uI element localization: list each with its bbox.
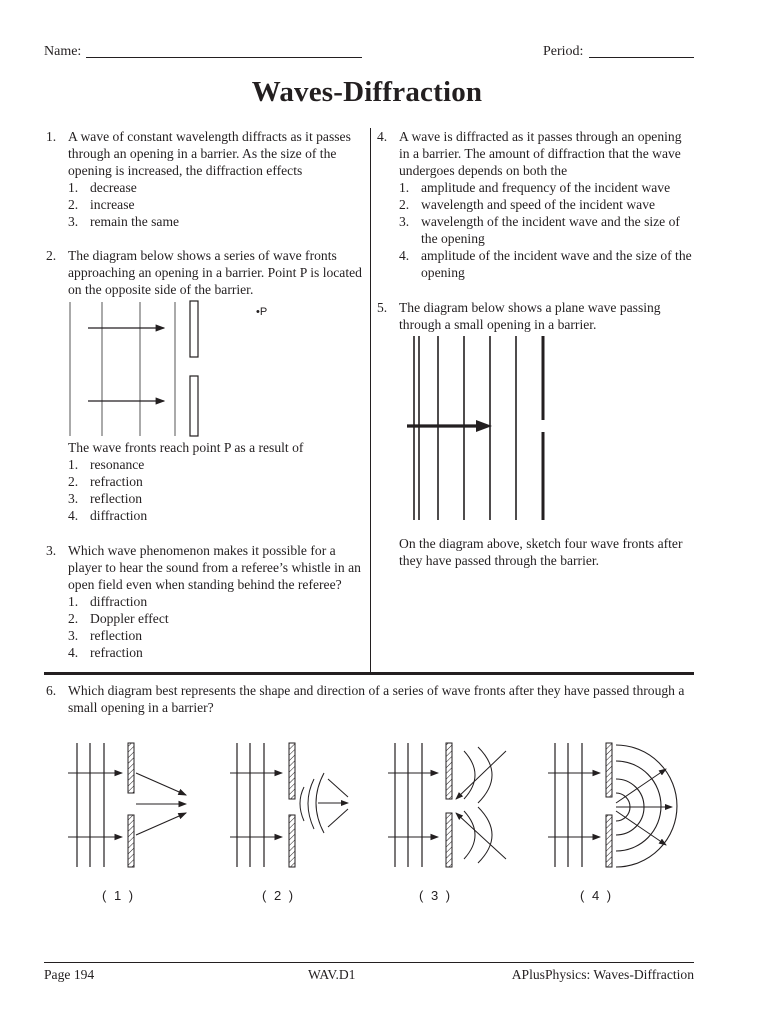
answer-options [68,456,364,524]
question-5-followup [399,535,694,569]
answer-option[interactable]: 4. refraction [68,645,143,660]
footer-code: WAV.D1 [308,967,356,982]
name-field[interactable] [86,57,362,58]
option-label-2[interactable]: ( 2 ) [262,888,296,903]
question-2-followup [46,439,364,524]
answer-options [68,179,364,230]
answer-option[interactable]: 2. increase [68,197,135,212]
column-divider [370,128,371,672]
question-number: 4. [377,129,388,144]
question-number: 5. [377,300,388,315]
question-1 [46,128,364,230]
answer-option[interactable]: 1. resonance [68,457,145,472]
question-number: 6. [46,683,57,698]
diagram-option-4 [548,743,677,867]
point-p-label: •P [256,306,268,318]
answer-option[interactable]: 1. diffraction [68,594,148,609]
answer-option[interactable]: 1. decrease [68,180,137,195]
diagram-option-3 [388,743,506,867]
answer-option[interactable]: 4. amplitude of the incident wave and the size of the opening [399,248,692,280]
question-2 [46,247,364,298]
question-stem: A wave is diffracted as it passes through an opening in a barrier. The amount of diffraction that the wave undergoes depends on both the [399,129,682,178]
answer-option[interactable]: 2. wavelength and speed of the incident wave [399,197,656,212]
question-number: 3. [46,543,57,558]
answer-option[interactable]: 2. Doppler effect [68,611,169,626]
answer-option[interactable]: 3. reflection [68,628,143,643]
question-stem: A wave of constant wavelength diffracts as it passes through an opening in a barrier. As the size of the opening is increased, the diffraction effects [68,129,351,178]
period-field[interactable] [589,57,694,58]
question-stem: Which diagram best represents the shape and direction of a series of wave fronts after they have passed through a small opening in a barrier? [68,683,685,715]
question-stem: Which wave phenomenon makes it possible for a player to hear the sound from a referee’s whistle in an open field even when standing behind the referee? [68,543,361,592]
question-6 [46,682,696,716]
answer-option[interactable]: 3. wavelength of the incident wave and the size of the opening [399,214,680,246]
option-label-1[interactable]: ( 1 ) [102,888,136,903]
answer-option[interactable]: 4. diffraction [68,508,148,523]
question-number: 2. [46,248,57,263]
option-label-3[interactable]: ( 3 ) [419,888,453,903]
q6-options-diagram [60,735,710,910]
answer-option[interactable]: 3. reflection [68,491,143,506]
question-5 [377,299,692,333]
question-followup: The wave fronts reach point P as a result of [68,440,304,455]
question-4 [377,128,692,281]
period-label: Period: [543,44,584,59]
footer-page-number: Page 194 [44,967,95,982]
answer-option[interactable]: 3. remain the same [68,214,180,229]
page-title: Waves-Diffraction [251,76,483,108]
section-divider [44,672,694,675]
answer-option[interactable]: 1. amplitude and frequency of the incident wave [399,180,671,195]
q5-plane-wave-diagram [404,334,554,524]
barrier-bottom [190,376,198,436]
name-label: Name: [44,44,82,59]
q2-wave-diagram [60,298,300,440]
question-3 [46,542,366,661]
answer-options [68,593,366,661]
footer-source: APlusPhysics: Waves-Diffraction [511,967,694,982]
question-followup: On the diagram above, sketch four wave fronts after they have passed through the barrier. [399,536,683,568]
diagram-option-2 [230,743,348,867]
question-number: 1. [46,129,57,144]
footer-rule [44,962,694,963]
answer-option[interactable]: 2. refraction [68,474,143,489]
question-stem: The diagram below shows a series of wave fronts approaching an opening in a barrier. Point P is located on the opposite side of the barrier. [68,248,362,297]
option-label-4[interactable]: ( 4 ) [580,888,614,903]
diagram-option-1 [68,743,186,867]
answer-options [399,179,692,281]
barrier-top [190,301,198,357]
question-stem: The diagram below shows a plane wave passing through a small opening in a barrier. [399,300,661,332]
